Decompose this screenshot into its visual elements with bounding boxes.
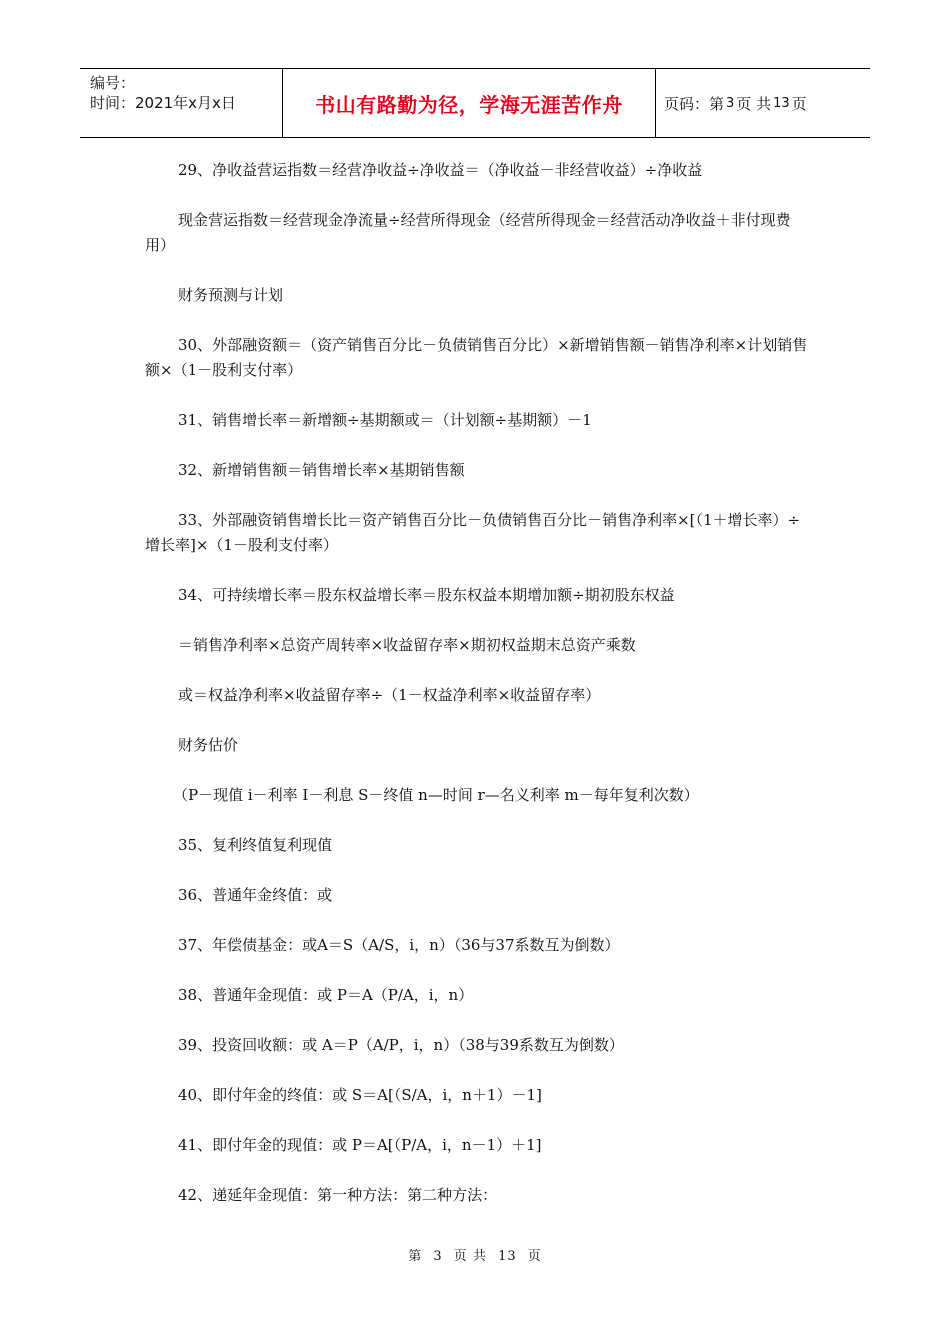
page-header: [80, 68, 870, 138]
paragraph: 30、外部融资额＝（资产销售百分比－负债销售百分比）×新增销售额－销售净利率×计划销售额×（1－股利支付率）: [145, 336, 808, 379]
paragraph: 39、投资回收额：或 A＝P（A/P，i，n）（38与39系数互为倒数）: [178, 1036, 624, 1054]
page-total: 13: [773, 95, 790, 111]
section-heading: 财务预测与计划: [178, 286, 284, 304]
paragraph: 34、可持续增长率＝股东权益增长率＝股东权益本期增加额÷期初股东权益: [178, 586, 675, 604]
paragraph: 37、年偿债基金：或A＝S（A/S，i，n）（36与37系数互为倒数）: [178, 936, 620, 954]
paragraph: 41、即付年金的现值：或 P＝A[（P/A，i，n－1）＋1]: [178, 1136, 542, 1154]
section-heading: 财务估价: [178, 736, 239, 754]
paragraph: 29、净收益营运指数＝经营净收益÷净收益＝（净收益－非经营收益）÷净收益: [178, 161, 703, 179]
serial-label: 编号：: [90, 74, 136, 92]
paragraph: 40、即付年金的终值：或 S＝A[（S/A，i，n＋1）－1]: [178, 1086, 542, 1104]
paragraph: 32、新增销售额＝销售增长率×基期销售额: [178, 461, 465, 479]
header-motto-cell: [282, 69, 656, 137]
paragraph: ＝销售净利率×总资产周转率×收益留存率×期初权益期末总资产乘数: [178, 636, 636, 654]
page-footer: [0, 1245, 950, 1264]
footer-suffix: 页: [527, 1249, 542, 1264]
footer-prefix: 第: [408, 1249, 423, 1264]
header-motto: 书山有路勤为径，学海无涯苦作舟: [315, 92, 623, 117]
paragraph: 35、复利终值复利现值: [178, 836, 333, 854]
page-current: 3: [726, 95, 735, 111]
paragraph: 现金营运指数＝经营现金净流量÷经营所得现金（经营所得现金＝经营活动净收益＋非付现费用）: [145, 211, 791, 254]
paragraph: 36、普通年金终值：或: [178, 886, 333, 904]
page-suffix: 页: [791, 94, 807, 113]
paragraph: （P－现值 i－利率 I－利息 S－终值 n—时间 r—名义利率 m－每年复利次数）: [173, 786, 699, 804]
time-label: 时间：2021年x月x日: [90, 94, 236, 112]
footer-mid: 页 共: [453, 1249, 487, 1264]
footer-current: 3: [433, 1249, 443, 1264]
page-prefix: 页码：第: [664, 94, 725, 113]
paragraph: 38、普通年金现值：或 P＝A（P/A，i，n）: [178, 986, 474, 1004]
header-meta: [80, 69, 282, 137]
footer-total: 13: [498, 1249, 517, 1264]
paragraph: 31、销售增长率＝新增额÷基期额或＝（计划额÷基期额）－1: [178, 411, 592, 429]
page-mid: 页 共: [736, 94, 772, 113]
paragraph: 33、外部融资销售增长比＝资产销售百分比－负债销售百分比－销售净利率×[（1＋增长率）÷增长率]×（1－股利支付率）: [145, 511, 801, 554]
paragraph: 或＝权益净利率×收益留存率÷（1－权益净利率×收益留存率）: [178, 686, 601, 704]
header-page-info: [656, 69, 870, 137]
paragraph: 42、递延年金现值：第一种方法：第二种方法：: [178, 1186, 498, 1204]
